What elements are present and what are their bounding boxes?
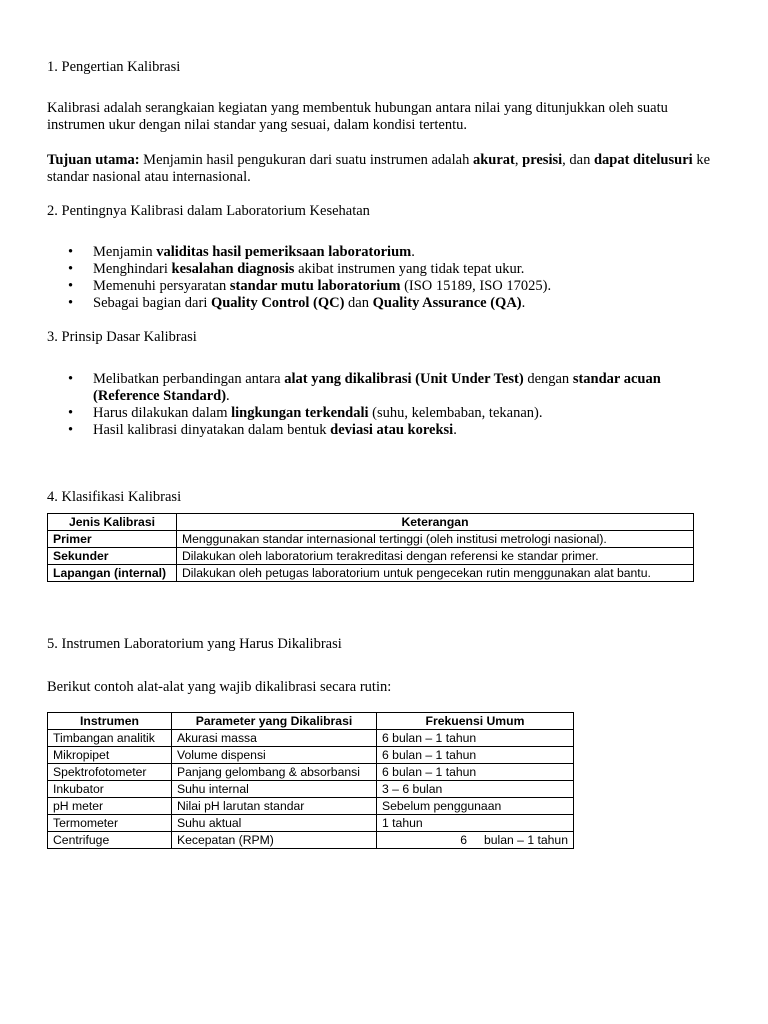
table-cell: 6 bulan – 1 tahun — [377, 764, 574, 781]
table-cell: Primer — [48, 531, 177, 548]
goal-text: , — [514, 152, 523, 168]
list-item-bold: standar acuan (Reference Standard) — [93, 371, 661, 404]
table-row — [48, 531, 694, 548]
table-cell: Volume dispensi — [172, 747, 377, 764]
list-item-text: Menjamin — [93, 244, 157, 260]
list-item-bold: kesalahan diagnosis — [171, 261, 295, 277]
list-item-text: Sebagai bagian dari — [93, 295, 211, 311]
list-item — [47, 295, 717, 312]
list-item — [47, 278, 717, 295]
table-cell: Dilakukan oleh petugas laboratorium untuk pengecekan rutin menggunakan alat bantu. — [177, 565, 694, 582]
table-cell: 6 bulan – 1 tahun — [377, 730, 574, 747]
table-cell: Termometer — [48, 815, 172, 832]
table-header-cell: Parameter yang Dikalibrasi — [172, 713, 377, 730]
list-item-text: . — [411, 244, 415, 260]
table-cell: Suhu aktual — [172, 815, 377, 832]
table-header-cell: Frekuensi Umum — [377, 713, 574, 730]
table-cell: Sekunder — [48, 548, 177, 565]
table-cell: Timbangan analitik — [48, 730, 172, 747]
table-cell: Dilakukan oleh laboratorium terakreditasi dengan referensi ke standar primer. — [177, 548, 694, 565]
section-1-heading: 1. Pengertian Kalibrasi — [47, 59, 181, 75]
instruments-table — [47, 712, 574, 849]
table-row — [48, 730, 574, 747]
table-cell: Lapangan (internal) — [48, 565, 177, 582]
table-row — [48, 815, 574, 832]
table-cell: 3 – 6 bulan — [377, 781, 574, 798]
list-item-bold: deviasi atau koreksi — [330, 422, 454, 438]
list-item-text: dan — [344, 295, 373, 311]
table-header-row — [48, 514, 694, 531]
table-row — [48, 764, 574, 781]
section-3-heading: 3. Prinsip Dasar Kalibrasi — [47, 329, 197, 345]
table-cell: Panjang gelombang & absorbansi — [172, 764, 377, 781]
list-item-bold: standar mutu laboratorium — [229, 278, 401, 294]
section-3-bullet-list — [47, 371, 712, 439]
table-cell: pH meter — [48, 798, 172, 815]
table-header-cell: Keterangan — [177, 514, 694, 531]
list-item-text: Memenuhi persyaratan — [93, 278, 230, 294]
list-item — [47, 261, 717, 278]
table-cell: Menggunakan standar internasional tertinggi (oleh institusi metrologi nasional). — [177, 531, 694, 548]
list-item — [47, 422, 712, 439]
goal-text: , dan — [562, 152, 594, 168]
table-header-row — [48, 713, 574, 730]
goal-bold-ditelusuri: dapat ditelusuri — [593, 152, 693, 168]
goal-label: Tujuan utama: — [47, 152, 140, 168]
list-item — [47, 405, 712, 422]
list-item-text: Menghindari — [93, 261, 172, 277]
table-cell: 1 tahun — [377, 815, 574, 832]
goal-bold-akurat: akurat — [472, 152, 515, 168]
instruments-intro: Berikut contoh alat-alat yang wajib dikalibrasi secara rutin: — [47, 679, 392, 695]
table-row — [48, 548, 694, 565]
list-item-text: (ISO 15189, ISO 17025). — [400, 278, 552, 294]
list-item-text: dengan — [523, 371, 573, 387]
list-item-bold: alat yang dikalibrasi (Unit Under Test) — [284, 371, 524, 387]
goal-text: ke standar nasional atau internasional. — [47, 152, 710, 185]
goal-paragraph — [47, 152, 717, 186]
goal-text: Menjamin hasil pengukuran dari suatu instrumen adalah — [139, 152, 473, 168]
table-row — [48, 832, 574, 849]
table-header-cell: Instrumen — [48, 713, 172, 730]
table-cell: Inkubator — [48, 781, 172, 798]
list-item-text: Harus dilakukan dalam — [93, 405, 232, 421]
table-row — [48, 798, 574, 815]
classification-table — [47, 513, 694, 582]
table-cell: Sebelum penggunaan — [377, 798, 574, 815]
list-item-text: Hasil kalibrasi dinyatakan dalam bentuk — [93, 422, 331, 438]
table-row — [48, 747, 574, 764]
section-4-heading: 4. Klasifikasi Kalibrasi — [47, 489, 182, 505]
section-5-heading: 5. Instrumen Laboratorium yang Harus Dikalibrasi — [47, 636, 342, 652]
table-cell: Akurasi massa — [172, 730, 377, 747]
list-item-bold: Quality Assurance (QA) — [372, 295, 522, 311]
table-row — [48, 565, 694, 582]
goal-bold-presisi: presisi — [522, 152, 563, 168]
table-header-cell: Jenis Kalibrasi — [48, 514, 177, 531]
list-item-text: . — [226, 388, 230, 404]
list-item-bold: Quality Control (QC) — [210, 295, 345, 311]
list-item — [47, 371, 712, 405]
list-item-text: . — [521, 295, 526, 311]
list-item-text: akibat instrumen yang tidak tepat ukur. — [294, 261, 525, 277]
table-cell: Suhu internal — [172, 781, 377, 798]
definition-paragraph: Kalibrasi adalah serangkaian kegiatan yang membentuk hubungan antara nilai yang ditunjukkan oleh suatu instrumen ukur dengan nilai standar yang sesuai, dalam kondisi tertentu. — [47, 100, 668, 133]
list-item-bold: lingkungan terkendali — [231, 405, 369, 421]
table-cell: Spektrofotometer — [48, 764, 172, 781]
table-row — [48, 781, 574, 798]
list-item-text: . — [453, 422, 457, 438]
list-item — [47, 244, 717, 261]
section-2-bullet-list — [47, 244, 717, 312]
list-item-text: (suhu, kelembaban, tekanan). — [368, 405, 543, 421]
table-cell: 6 bulan – 1 tahun — [377, 832, 574, 849]
list-item-text: Melibatkan perbandingan antara — [93, 371, 285, 387]
table-cell: Mikropipet — [48, 747, 172, 764]
table-cell: Kecepatan (RPM) — [172, 832, 377, 849]
table-cell: 6 bulan – 1 tahun — [377, 747, 574, 764]
table-cell: Centrifuge — [48, 832, 172, 849]
table-cell: Nilai pH larutan standar — [172, 798, 377, 815]
section-2-heading: 2. Pentingnya Kalibrasi dalam Laboratorium Kesehatan — [47, 203, 370, 219]
list-item-bold: validitas hasil pemeriksaan laboratorium — [156, 244, 412, 260]
